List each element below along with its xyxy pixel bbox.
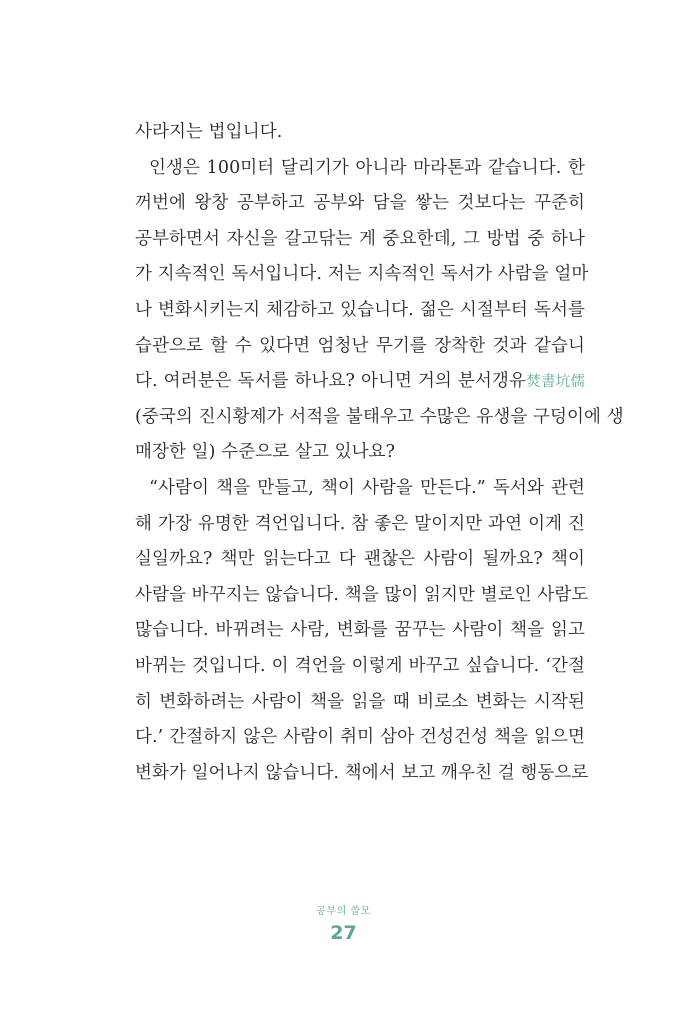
hanja-annotation: 焚書坑儒 xyxy=(525,374,585,391)
body-line: 매장한 일) 수준으로 살고 있나요? xyxy=(135,442,396,463)
book-page-body xyxy=(135,115,624,791)
body-line: 나 변화시키는지 체감하고 있습니다. 젊은 시절부터 독서를 xyxy=(135,299,585,320)
body-line: 히 변화하려는 사람이 책을 읽을 때 비로소 변화는 시작된 xyxy=(135,691,585,712)
body-line-paragraph-start: “사람이 책을 만들고, 책이 사람을 만든다.” 독서와 관련 xyxy=(149,477,585,498)
body-line: 사라지는 법입니다. xyxy=(135,122,283,142)
body-line: 꺼번에 왕창 공부하고 공부와 담을 쌓는 것보다는 꾸준히 xyxy=(135,193,585,214)
body-line: (중국의 진시황제가 서적을 불태우고 수많은 유생을 구덩이에 생 xyxy=(135,406,624,427)
body-line-text: 다. 여러분은 독서를 하나요? 아니면 거의 분서갱유 xyxy=(135,371,526,392)
body-line: 많습니다. 바뀌려는 사람, 변화를 꿈꾸는 사람이 책을 읽고 xyxy=(135,620,585,641)
body-line-with-hanja xyxy=(135,364,585,400)
body-line: 다.’ 간절하지 않은 사람이 취미 삼아 건성건성 책을 읽으면 xyxy=(135,727,585,748)
running-title: 공부의 쓸모 xyxy=(316,906,371,917)
body-line: 공부하면서 자신을 갈고닦는 게 중요한데, 그 방법 중 하나 xyxy=(135,228,585,249)
body-line: 해 가장 유명한 격언입니다. 참 좋은 말이지만 과연 이게 진 xyxy=(135,513,585,534)
body-line: 실일까요? 책만 읽는다고 다 괜찮은 사람이 될까요? 책이 xyxy=(135,549,585,570)
page-number: 27 xyxy=(330,922,357,944)
body-line: 변화가 일어나지 않습니다. 책에서 보고 깨우친 걸 행동으로 xyxy=(135,762,589,783)
body-line: 가 지속적인 독서입니다. 저는 지속적인 독서가 사람을 얼마 xyxy=(135,264,589,285)
body-line: 사람을 바꾸지는 않습니다. 책을 많이 읽지만 별로인 사람도 xyxy=(135,584,589,605)
body-line: 바뀌는 것입니다. 이 격언을 이렇게 바꾸고 싶습니다. ‘간절 xyxy=(135,655,585,676)
body-line-paragraph-start: 인생은 100미터 달리기가 아니라 마라톤과 같습니다. 한 xyxy=(149,157,585,178)
body-line: 습관으로 할 수 있다면 엄청난 무기를 장착한 것과 같습니 xyxy=(135,335,585,356)
